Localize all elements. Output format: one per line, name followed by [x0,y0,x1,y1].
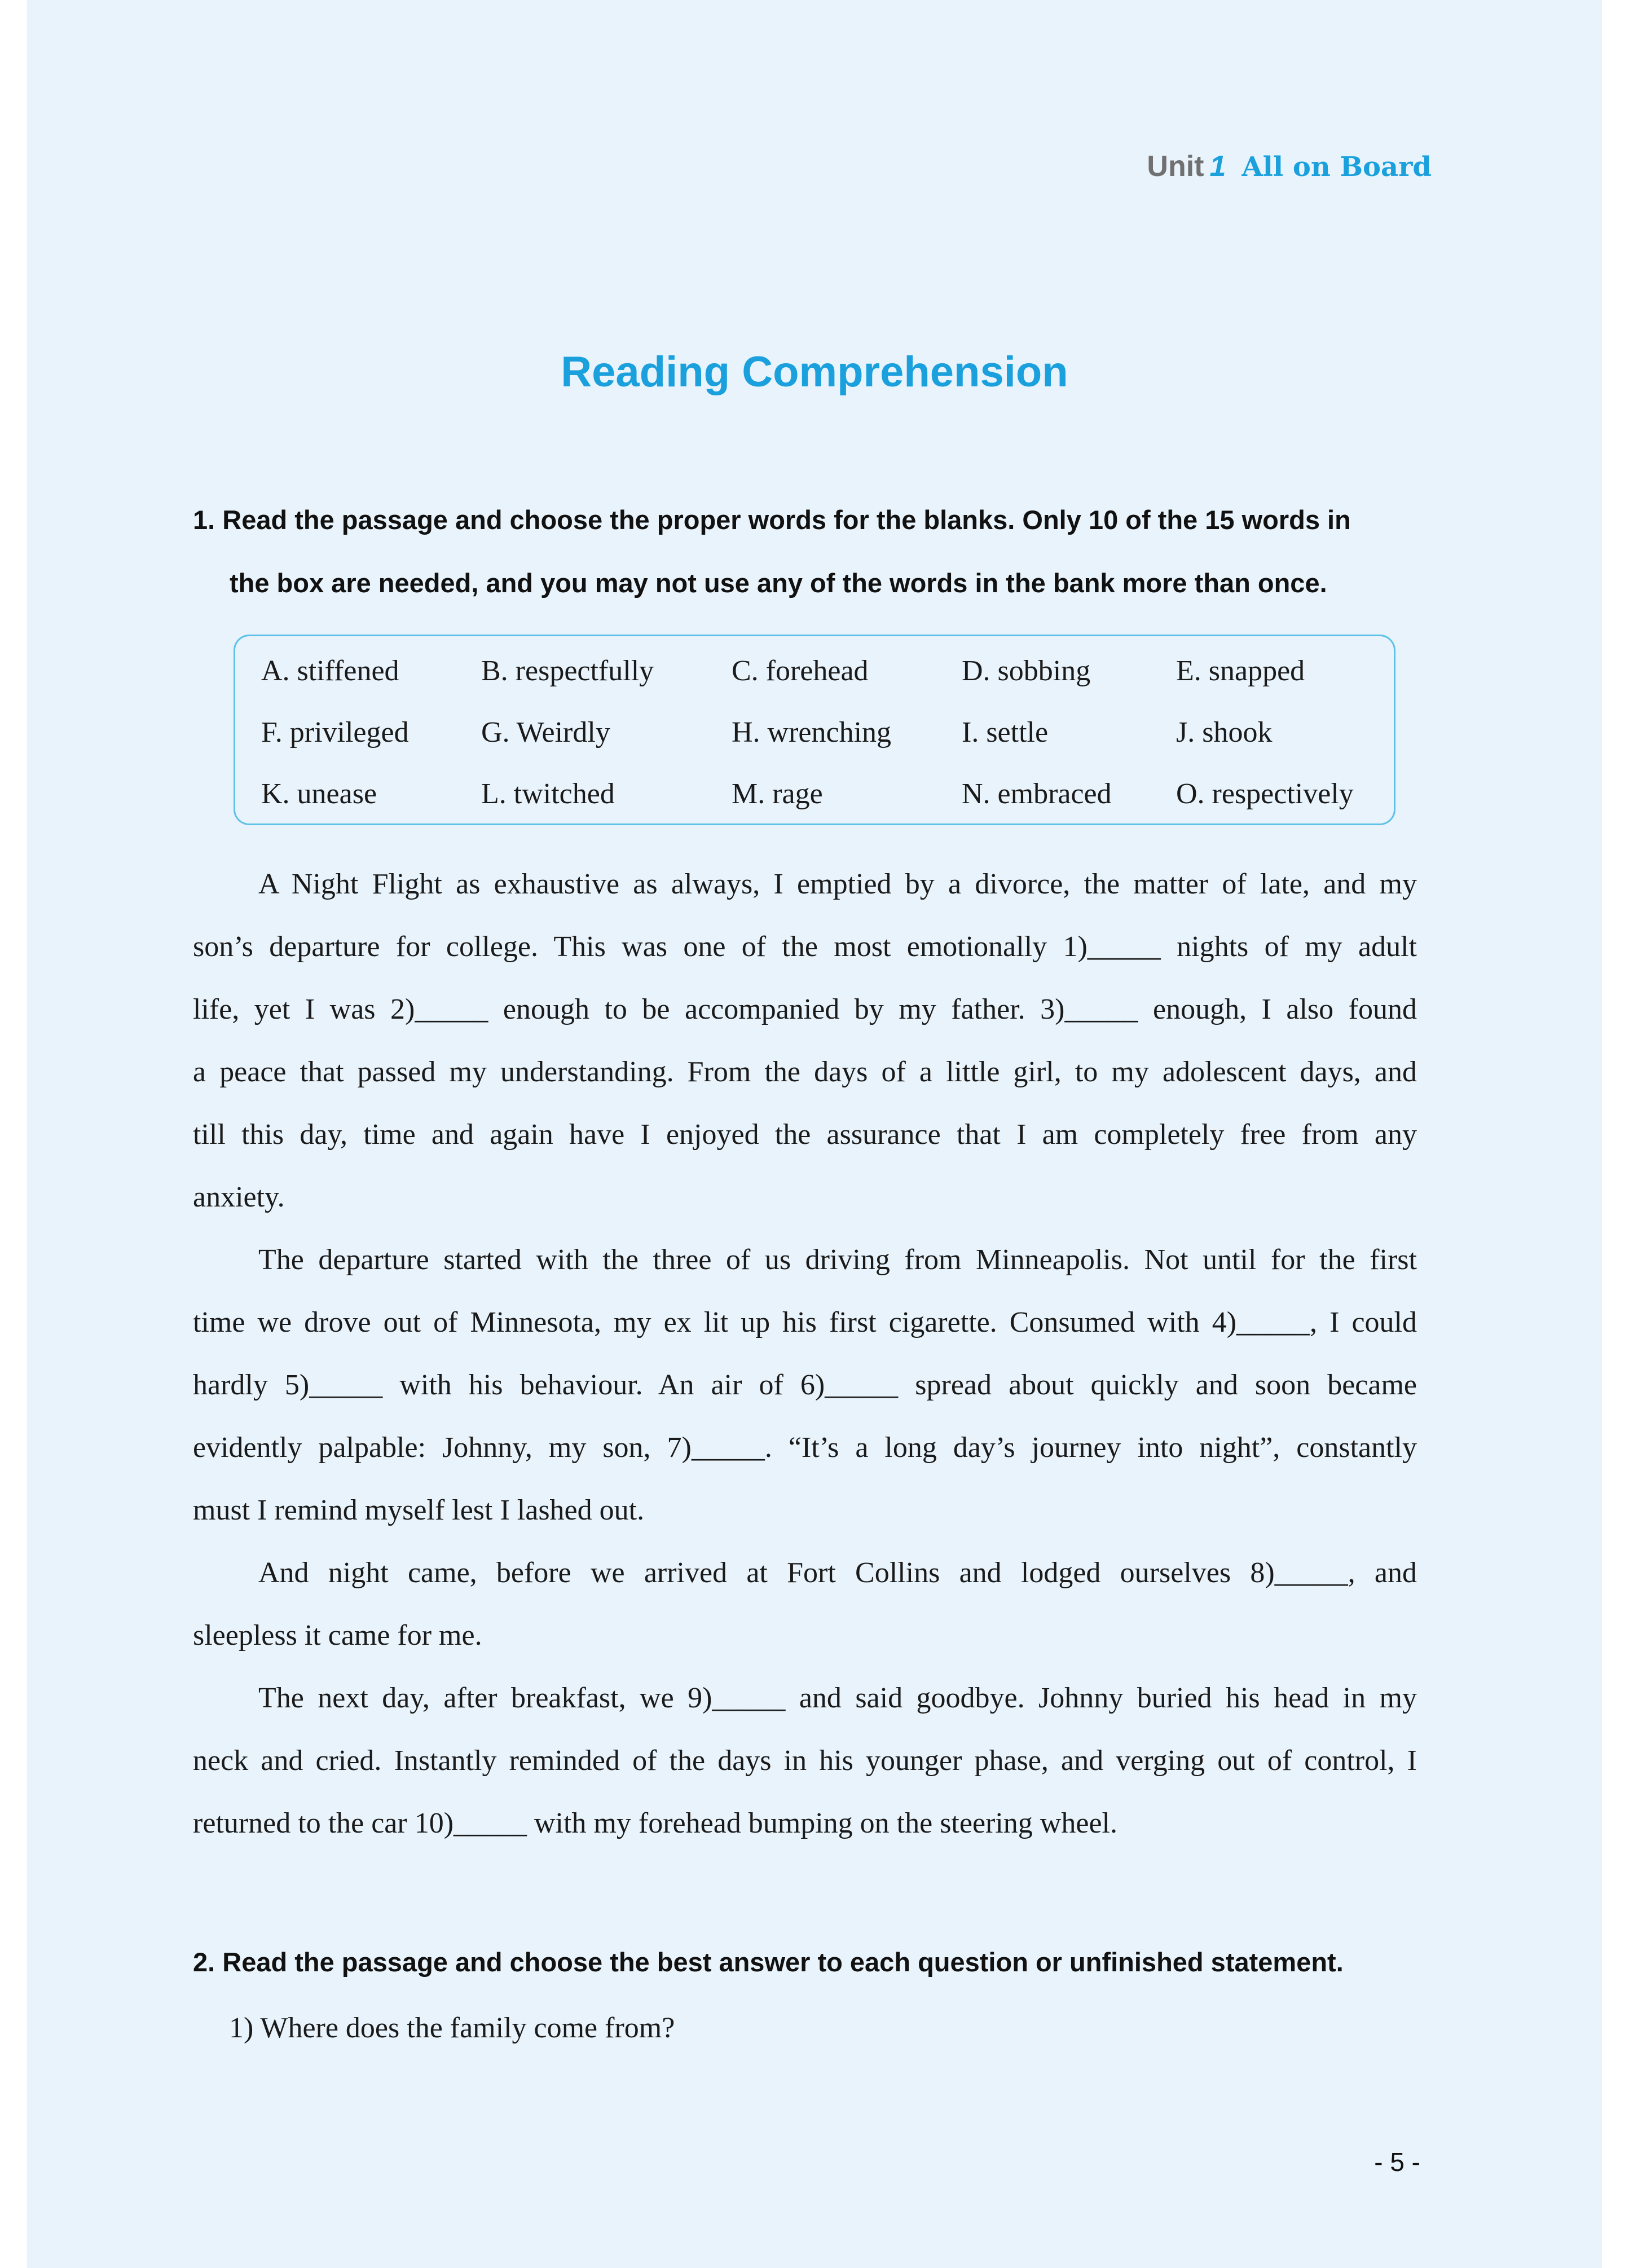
word-option: K. unease [261,778,377,810]
word-option: H. wrenching [732,716,892,748]
section-title: Reading Comprehension [561,348,1068,396]
passage-paragraph [193,1667,1417,1855]
unit-header [1147,147,1432,187]
word-option: A. stiffened [261,655,399,687]
page-number: - 5 - [1374,2147,1420,2177]
passage-line: The departure started with the three of us driving from Minneapolis. Not until for the first [258,1244,1417,1276]
word-option: N. embraced [962,778,1112,810]
word-bank-row [235,710,1394,755]
passage-line: anxiety. [193,1181,285,1213]
instruction-line: the box are needed, and you may not use any of the words in the bank more than once. [230,568,1327,598]
passage-line: till this day, time and again have I enjoyed the assurance that I am completely free from any [193,1118,1417,1151]
word-option: C. forehead [732,655,869,687]
passage-line: A Night Flight as exhaustive as always, I emptied by a divorce, the matter of late, and my [258,868,1417,900]
word-option: E. snapped [1176,655,1305,687]
passage-line: neck and cried. Instantly reminded of the days in his younger phase, and verging out of control, I [193,1745,1417,1777]
unit-number: 1 [1209,150,1226,183]
exercise-2-instruction [193,1931,1448,1994]
passage-line: returned to the car 10)_____ with my forehead bumping on the steering wheel. [193,1807,1117,1839]
unit-label: Unit [1147,150,1204,183]
word-option: O. respectively [1176,778,1354,810]
passage-paragraph [193,1542,1417,1667]
passage-line: son’s departure for college. This was one of the most emotionally 1)_____ nights of my adult [193,931,1417,963]
passage-line: evidently palpable: Johnny, my son, 7)_____. “It’s a long day’s journey into night”, constantly [193,1432,1417,1464]
word-option: M. rage [732,778,823,810]
passage-line: a peace that passed my understanding. From the days of a little girl, to my adolescent days, and [193,1056,1417,1088]
word-option: G. Weirdly [481,716,610,748]
unit-title: All on Board [1241,151,1432,183]
word-option: I. settle [962,716,1049,748]
passage [193,853,1417,1855]
passage-line: hardly 5)_____ with his behaviour. An air of 6)_____ spread about quickly and soon became [193,1369,1417,1401]
question-1: 1) Where does the family come from? [229,2012,675,2044]
word-bank-row [235,772,1394,817]
word-option: F. privileged [261,716,409,748]
instruction-line: 2. Read the passage and choose the best answer to each question or unfinished statement. [193,1947,1344,1977]
passage-line: The next day, after breakfast, we 9)_____ and said goodbye. Johnny buried his head in my [258,1682,1417,1714]
instruction-line: 1. Read the passage and choose the proper words for the blanks. Only 10 of the 15 words in [193,505,1351,535]
word-option: J. shook [1176,716,1273,748]
passage-paragraph [193,1228,1417,1542]
word-option: B. respectfully [481,655,654,687]
passage-line: sleepless it came for me. [193,1619,482,1652]
word-option: L. twitched [481,778,615,810]
passage-line: life, yet I was 2)_____ enough to be accompanied by my father. 3)_____ enough, I also found [193,993,1417,1025]
exercise-1-instruction [193,488,1448,615]
passage-paragraph [193,853,1417,1228]
passage-line: time we drove out of Minnesota, my ex lit up his first cigarette. Consumed with 4)_____, I could [193,1306,1417,1338]
word-option: D. sobbing [962,655,1091,687]
passage-line: must I remind myself lest I lashed out. [193,1494,645,1526]
passage-line: And night came, before we arrived at Fort Collins and lodged ourselves 8)_____, and [258,1557,1417,1589]
word-bank-row [235,649,1394,694]
word-bank-box [234,635,1395,825]
